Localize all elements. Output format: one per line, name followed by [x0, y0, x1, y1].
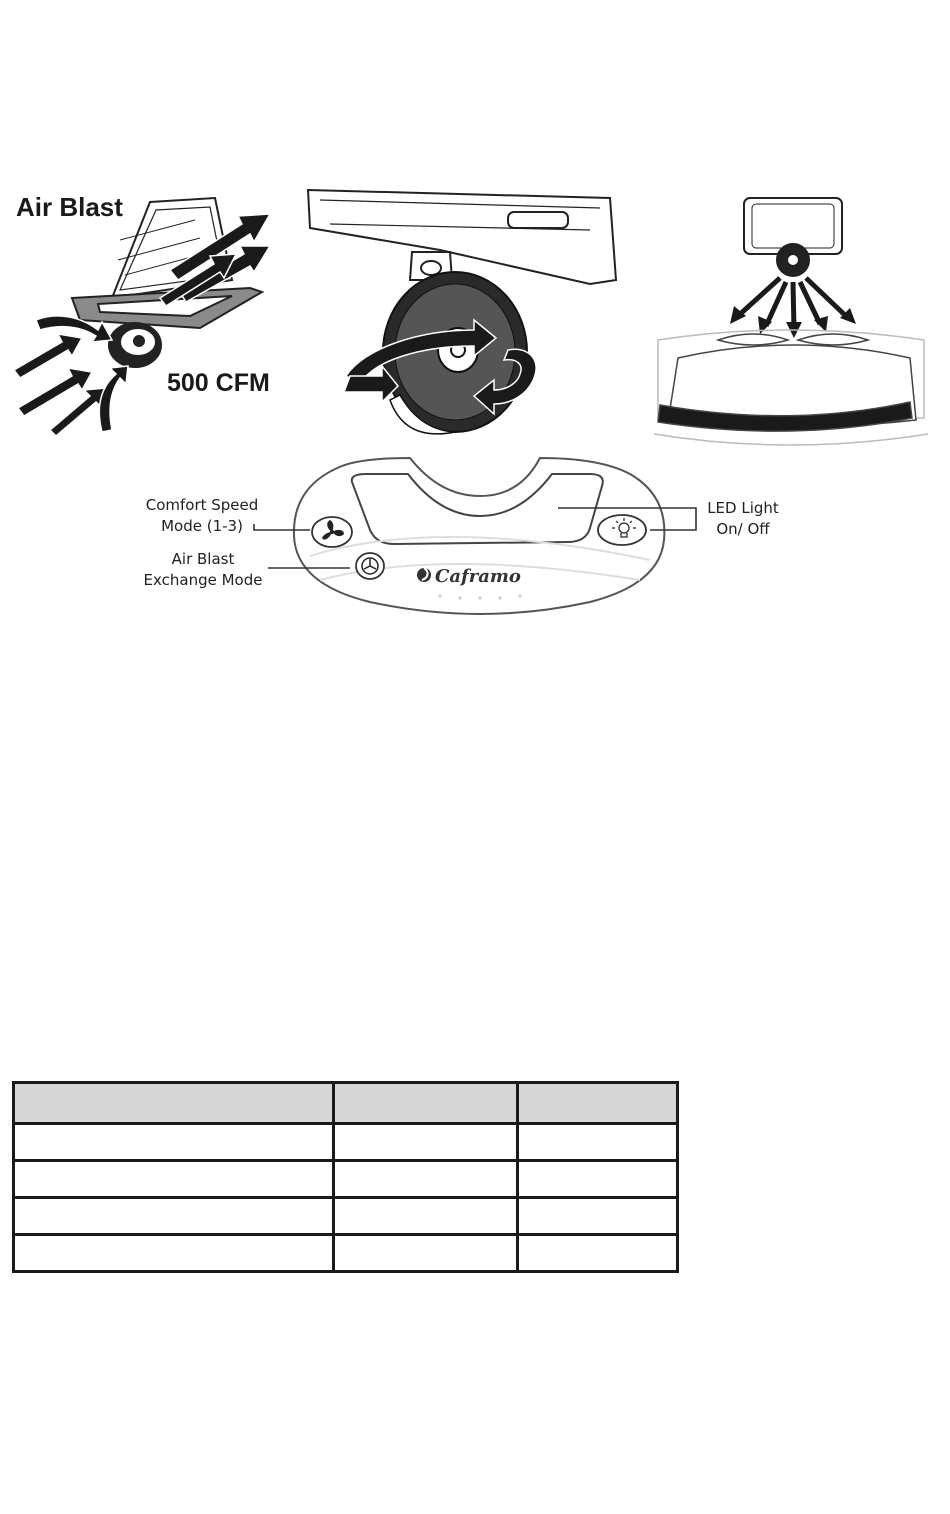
led-light-label-line1: LED Light	[707, 499, 779, 517]
table-cell	[14, 1235, 334, 1272]
comfort-speed-label-line1: Comfort Speed	[145, 496, 259, 514]
air-blast-exchange-label-line1: Air Blast	[171, 550, 235, 568]
air-blast-exchange-callout	[138, 549, 268, 591]
table-cell	[14, 1124, 334, 1161]
air-blast-exchange-label-line2: Exchange Mode	[143, 571, 263, 589]
fan-light	[777, 244, 809, 276]
intake-arrows	[14, 316, 128, 436]
table-cell	[334, 1198, 518, 1235]
table-cell	[14, 1161, 334, 1198]
table-row	[14, 1124, 678, 1161]
table-header-cell	[14, 1083, 334, 1124]
table-cell	[334, 1124, 518, 1161]
caframo-logo-text: Caframo	[435, 566, 521, 587]
table-header-cell	[334, 1083, 518, 1124]
table-cell	[517, 1198, 677, 1235]
led-light-label-line2: On/ Off	[716, 520, 770, 538]
table-cell	[517, 1161, 677, 1198]
table-cell	[517, 1235, 677, 1272]
table-cell	[334, 1235, 518, 1272]
spec-table	[12, 1081, 679, 1273]
airflow-rating: 500 CFM	[167, 369, 270, 397]
led-light-callout	[698, 498, 788, 540]
table-cell	[517, 1124, 677, 1161]
comfort-speed-label-line2: Mode (1-3)	[161, 517, 243, 535]
table-row	[14, 1161, 678, 1198]
table-header-cell	[517, 1083, 677, 1124]
table-header-row	[14, 1083, 678, 1124]
fan-head	[109, 323, 161, 367]
table-row	[14, 1198, 678, 1235]
light-over-bed-illustration	[648, 190, 933, 465]
table-cell	[334, 1161, 518, 1198]
air-blast-title: Air Blast	[16, 192, 123, 222]
rotating-fan-illustration	[290, 180, 620, 445]
air-blast-illustration	[0, 180, 290, 440]
ceiling-mount	[308, 190, 616, 284]
comfort-speed-callout	[138, 495, 266, 537]
bed	[654, 330, 928, 445]
table-row	[14, 1235, 678, 1272]
table-cell	[14, 1198, 334, 1235]
